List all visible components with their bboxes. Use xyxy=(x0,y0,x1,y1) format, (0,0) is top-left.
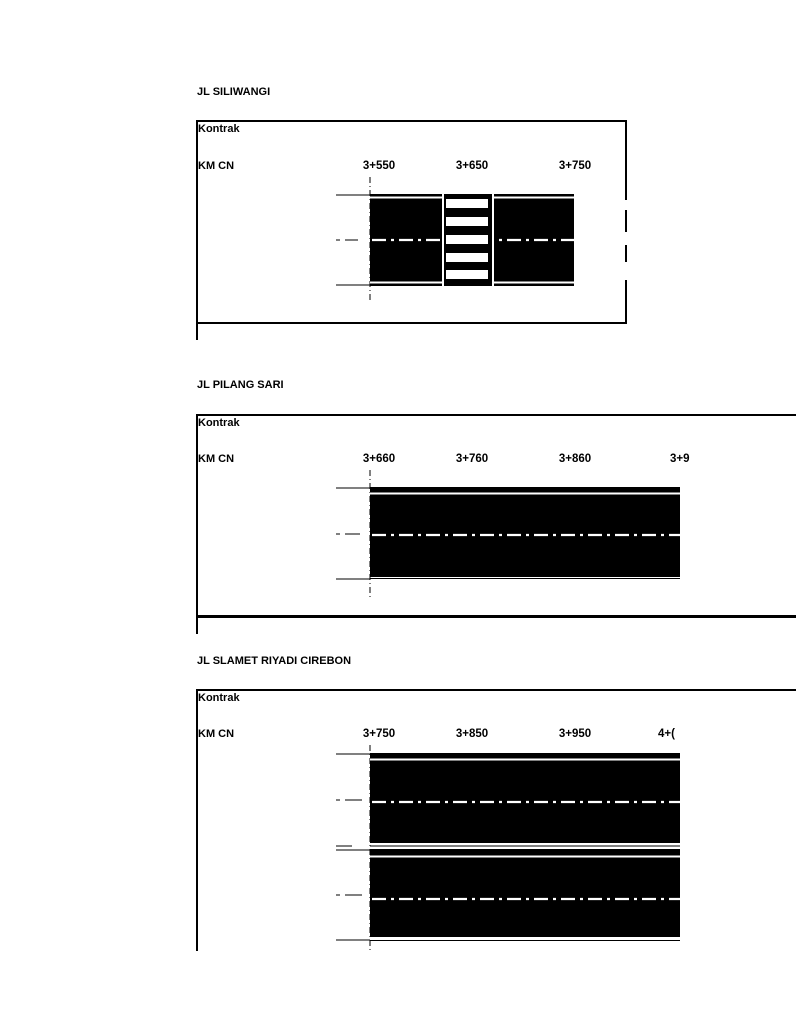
station-label-siliwangi-1: 3+550 xyxy=(362,160,396,172)
km-label-pilang-sari: KM CN xyxy=(198,453,235,465)
carriageway-2 xyxy=(370,849,680,937)
station-label-pilang-sari-2: 3+760 xyxy=(455,453,489,465)
station-label-siliwangi-2: 3+650 xyxy=(455,160,489,172)
station-label-siliwangi-3: 3+750 xyxy=(558,160,592,172)
km-label-slamet-riyadi: KM CN xyxy=(198,728,235,740)
station-label-slamet-riyadi-3: 3+950 xyxy=(558,728,592,740)
station-label-pilang-sari-1: 3+660 xyxy=(362,453,396,465)
section-title-siliwangi: JL SILIWANGI xyxy=(197,86,271,98)
station-label-slamet-riyadi-2: 3+850 xyxy=(455,728,489,740)
carriageway-1 xyxy=(370,753,680,843)
kontrak-label-slamet-riyadi: Kontrak xyxy=(198,692,240,704)
station-label-pilang-sari-3: 3+860 xyxy=(558,453,592,465)
section-title-pilang-sari: JL PILANG SARI xyxy=(197,379,284,391)
station-label-slamet-riyadi-1: 3+750 xyxy=(362,728,396,740)
station-label-slamet-riyadi-4: 4+( xyxy=(658,728,675,740)
km-label-siliwangi: KM CN xyxy=(198,160,235,172)
kontrak-label-pilang-sari: Kontrak xyxy=(198,417,240,429)
section-title-slamet-riyadi: JL SLAMET RIYADI CIREBON xyxy=(197,655,352,667)
station-label-pilang-sari-4: 3+9 xyxy=(670,453,690,465)
kontrak-label-siliwangi: Kontrak xyxy=(198,123,240,135)
